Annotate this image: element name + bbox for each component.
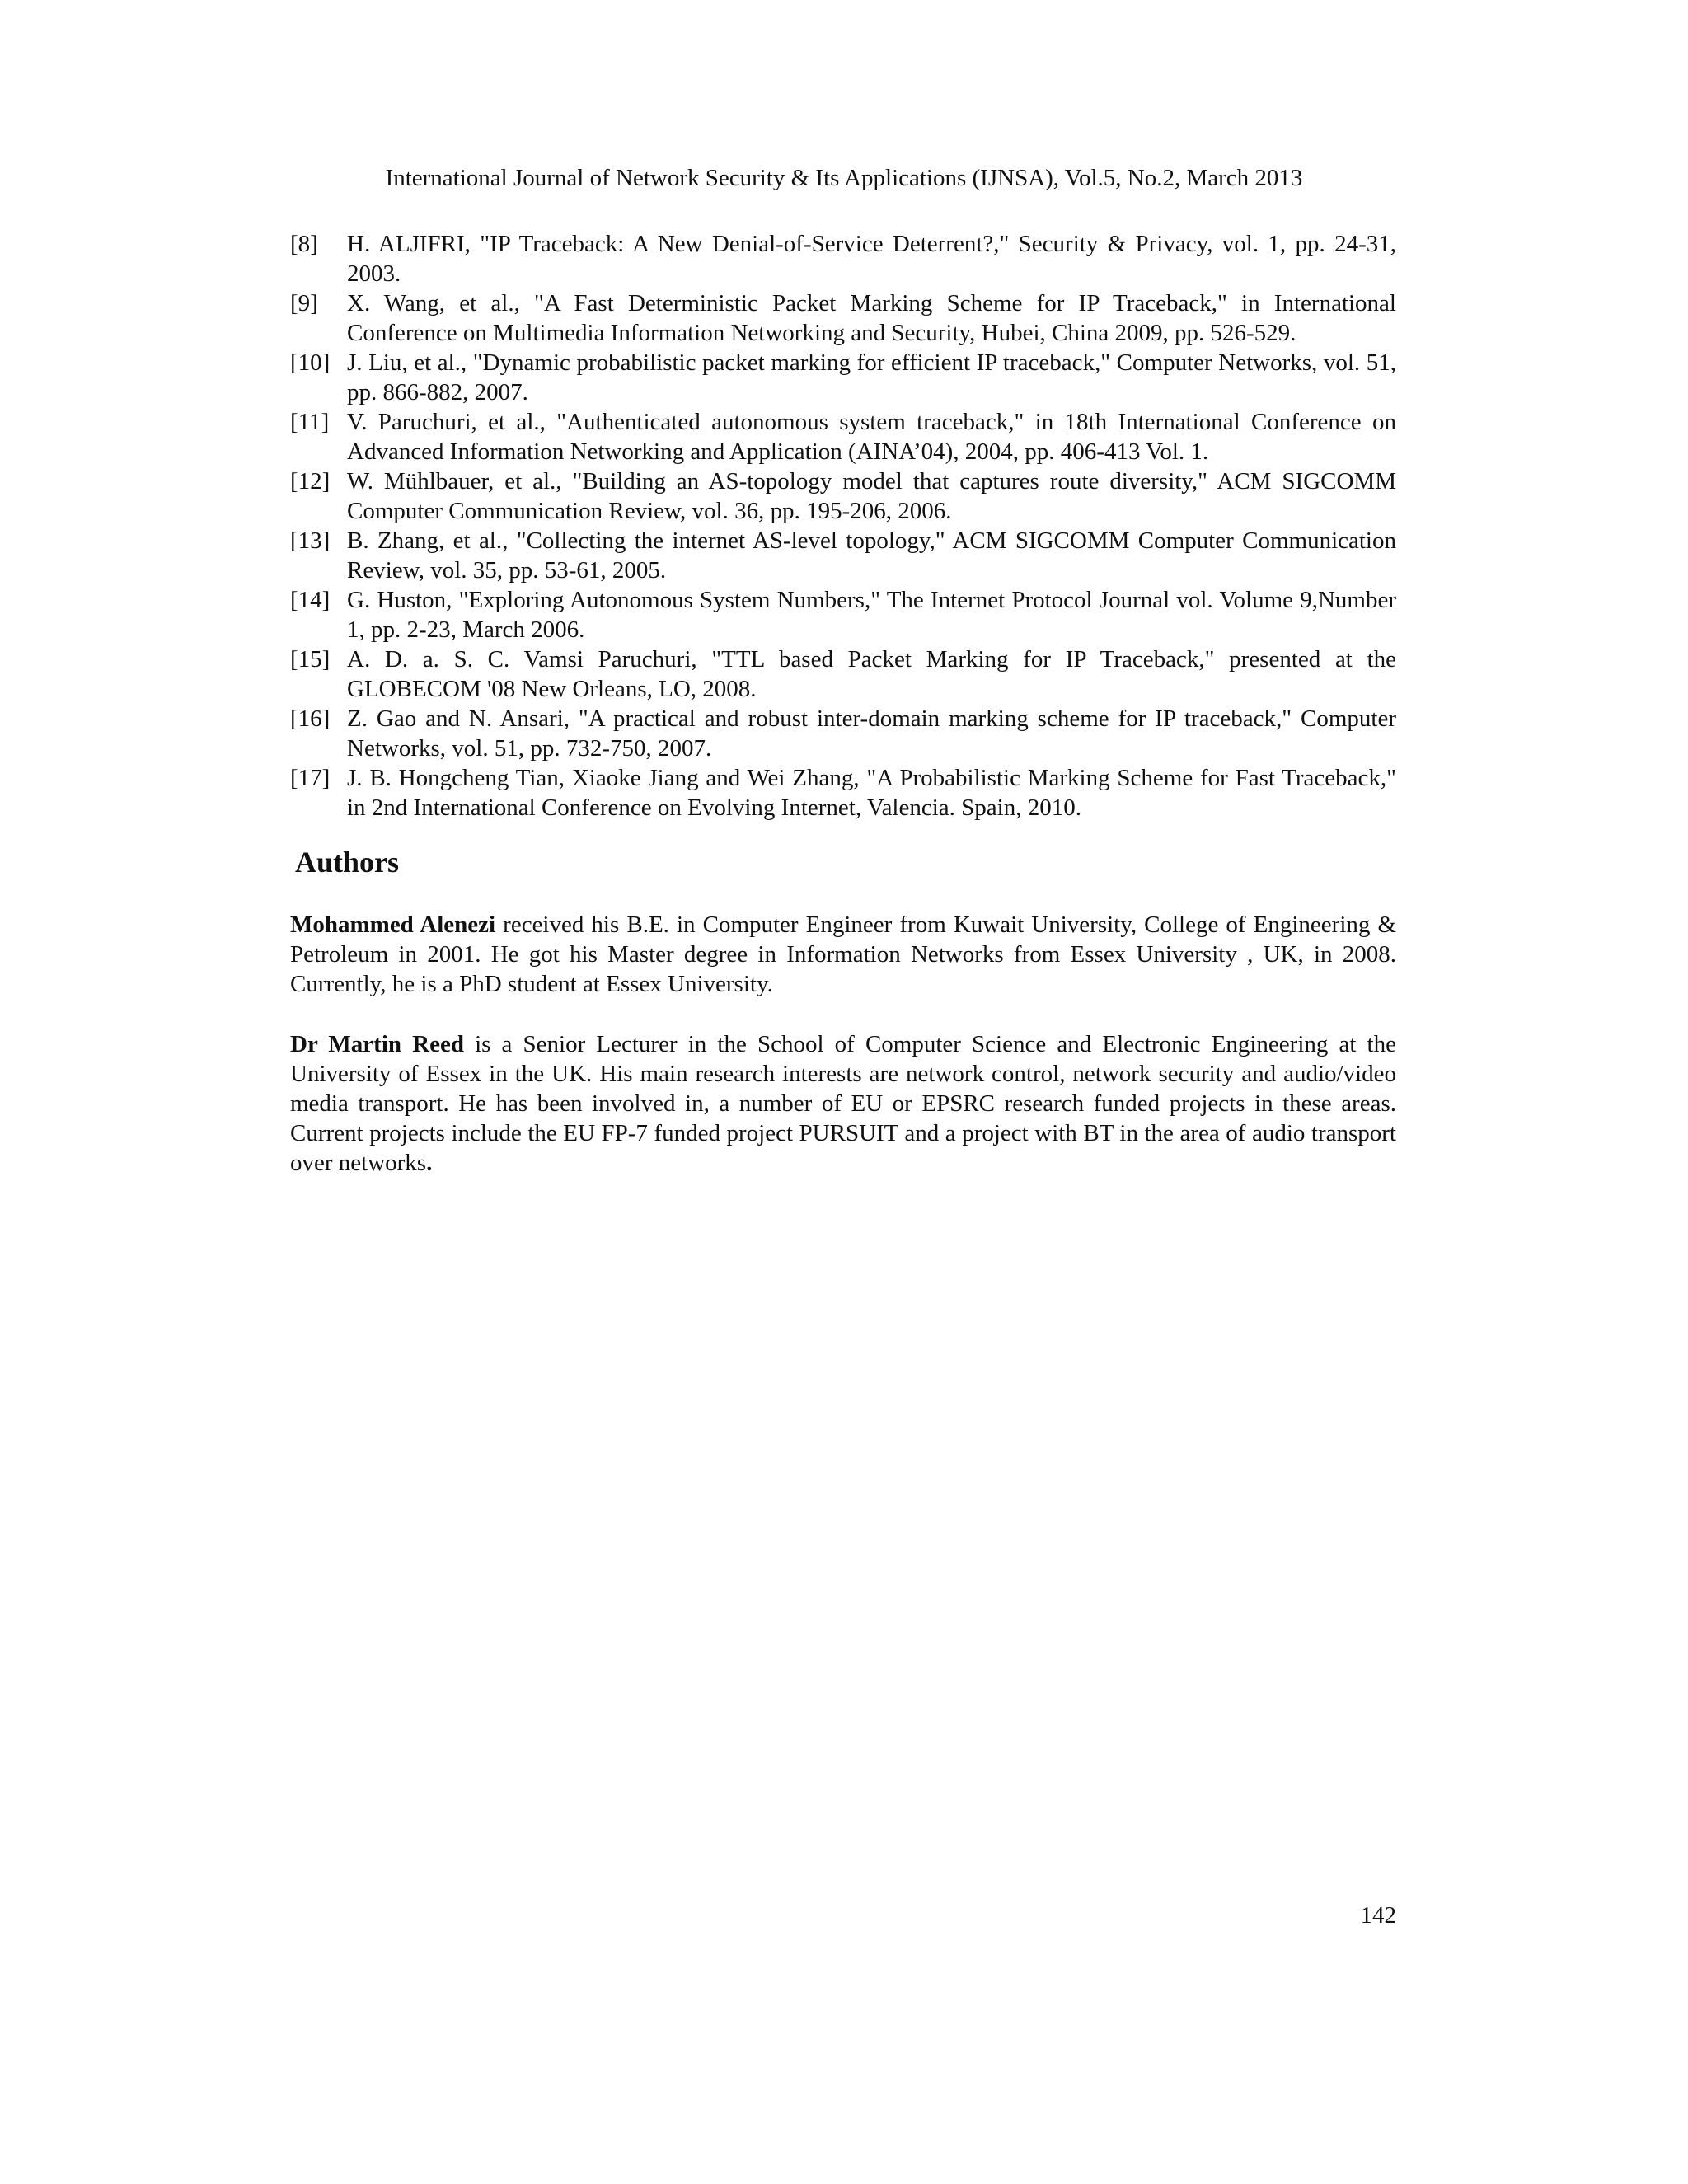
- reference-text: Z. Gao and N. Ansari, "A practical and robust inter-domain marking scheme for IP traceback," Computer Networks, vol. 51, pp. 732-750, 2007.: [347, 705, 1396, 762]
- reference-item: [290, 288, 1396, 348]
- reference-text: J. B. Hongcheng Tian, Xiaoke Jiang and Wei Zhang, "A Probabilistic Marking Scheme for Fast Traceback," in 2nd International Conference on Evolving Internet, Valencia. Spain, 2010.: [347, 765, 1396, 821]
- reference-number: [15]: [290, 646, 331, 673]
- reference-number: [13]: [290, 527, 331, 554]
- reference-number: [8]: [290, 231, 318, 257]
- reference-text: B. Zhang, et al., "Collecting the internet AS-level topology," ACM SIGCOMM Computer Communication Review, vol. 35, pp. 53-61, 2005.: [347, 527, 1396, 583]
- reference-number: [12]: [290, 468, 331, 494]
- reference-number: [14]: [290, 587, 331, 613]
- reference-number: [17]: [290, 765, 331, 791]
- author-bio-end: .: [426, 1150, 433, 1176]
- reference-text: A. D. a. S. C. Vamsi Paruchuri, "TTL based Packet Marking for IP Traceback," presented at the GLOBECOM '08 New Orleans, LO, 2008.: [347, 646, 1396, 702]
- author-bio-text: is a Senior Lecturer in the School of Computer Science and Electronic Engineering at the University of Essex in the UK. His main research interests are network control, network security and audio/video media transport. He has been involved in, a number of EU or EPSRC research funded projects in these areas. Current projects include the EU FP-7 funded project PURSUIT and a project with BT in the area of audio transport over networks: [290, 1031, 1396, 1176]
- running-header: International Journal of Network Security & Its Applications (IJNSA), Vol.5, No.2, March 2013: [385, 165, 1303, 191]
- author-bio: [290, 1029, 1396, 1178]
- reference-item: [290, 644, 1396, 704]
- reference-text: W. Mühlbauer, et al., "Building an AS-topology model that captures route diversity," ACM SIGCOMM Computer Communication Review, vol. 36, pp. 195-206, 2006.: [347, 468, 1396, 524]
- reference-item: [290, 229, 1396, 288]
- reference-number: [11]: [290, 409, 330, 435]
- reference-item: [290, 763, 1396, 823]
- reference-number: [10]: [290, 349, 331, 376]
- reference-text: X. Wang, et al., "A Fast Deterministic Packet Marking Scheme for IP Traceback," in International Conference on Multimedia Information Networking and Security, Hubei, China 2009, pp. 526-529.: [347, 290, 1396, 346]
- reference-item: [290, 585, 1396, 644]
- page-number: 142: [1360, 1902, 1396, 1929]
- reference-text: H. ALJIFRI, "IP Traceback: A New Denial-of-Service Deterrent?," Security & Privacy, vol. 1, pp. 24-31, 2003.: [347, 231, 1396, 287]
- authors-heading: Authors: [295, 846, 400, 879]
- reference-item: [290, 526, 1396, 585]
- reference-text: V. Paruchuri, et al., "Authenticated autonomous system traceback," in 18th International Conference on Advanced Information Networking and Application (AINA’04), 2004, pp. 406-413 Vol. 1.: [347, 409, 1396, 465]
- reference-number: [9]: [290, 290, 318, 316]
- author-name: Dr Martin Reed: [290, 1031, 464, 1057]
- author-name: Mohammed Alenezi: [290, 912, 496, 938]
- reference-text: J. Liu, et al., "Dynamic probabilistic packet marking for efficient IP traceback," Computer Networks, vol. 51, pp. 866-882, 2007.: [347, 349, 1396, 405]
- reference-item: [290, 407, 1396, 466]
- reference-number: [16]: [290, 705, 331, 732]
- author-bio: [290, 910, 1396, 999]
- reference-item: [290, 704, 1396, 763]
- reference-list: [290, 229, 1396, 823]
- reference-item: [290, 348, 1396, 407]
- author-bio-text: received his B.E. in Computer Engineer from Kuwait University, College of Engineering & Petroleum in 2001. He got his Master degree in Information Networks from Essex University , UK, in 2008. Currently, he is a PhD student at Essex University.: [290, 912, 1397, 997]
- reference-item: [290, 466, 1396, 526]
- reference-text: G. Huston, "Exploring Autonomous System Numbers," The Internet Protocol Journal vol. Volume 9,Number 1, pp. 2-23, March 2006.: [347, 587, 1396, 643]
